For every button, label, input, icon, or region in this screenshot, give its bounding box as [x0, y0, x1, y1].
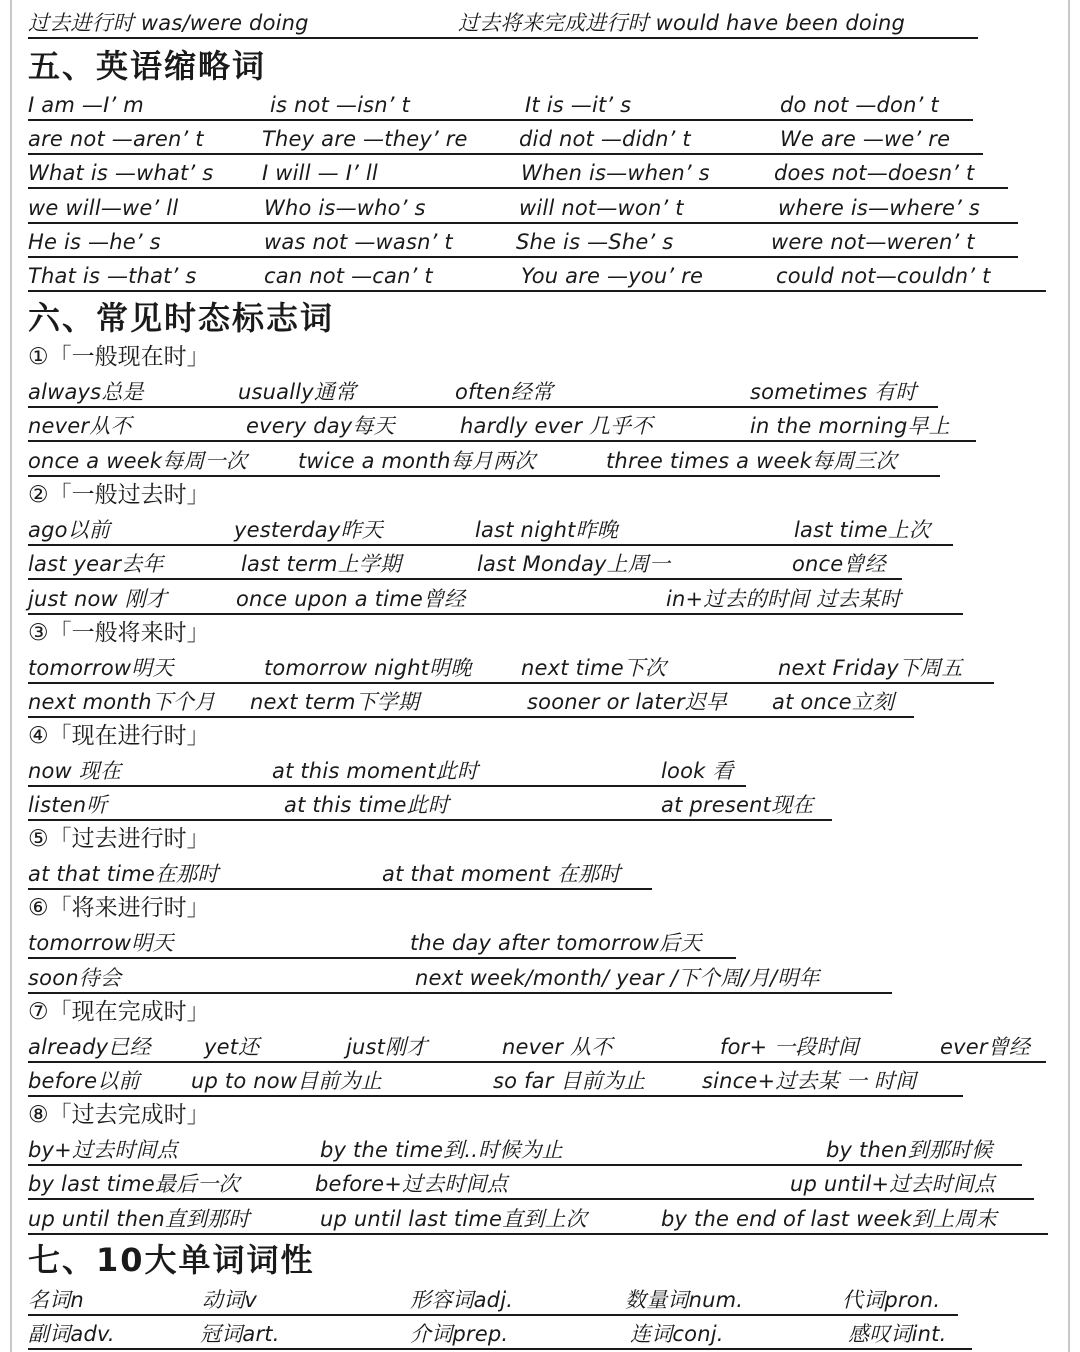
signal-word: up until last time直到上次	[320, 1207, 587, 1231]
signal-word: usually通常	[238, 380, 357, 404]
contraction-entry: I will — I’ ll	[262, 161, 378, 185]
signal-word-row	[28, 512, 953, 546]
signal-word-row	[28, 787, 832, 821]
page-left-border	[10, 0, 12, 1352]
underline	[28, 1198, 1034, 1200]
contraction-row	[28, 155, 1008, 189]
underline	[28, 475, 940, 477]
signal-word: since+过去某 一 时间	[702, 1069, 917, 1093]
section-6-title: 六、常见时态标志词	[28, 299, 335, 337]
signal-word: at that time在那时	[28, 862, 219, 886]
contraction-row	[28, 87, 973, 121]
tense-label: ②「一般过去时」	[28, 482, 210, 508]
signal-word-row	[28, 1029, 1046, 1063]
signal-word: at that moment 在那时	[382, 862, 621, 886]
signal-word: never 从不	[502, 1035, 613, 1059]
tense-label: ⑤「过去进行时」	[28, 826, 210, 852]
contraction-row	[28, 224, 1018, 258]
signal-word: ever曾经	[940, 1035, 1031, 1059]
signal-word: three times a week每周三次	[606, 449, 897, 473]
underline	[28, 290, 1046, 292]
underline	[28, 440, 976, 442]
signal-word-row	[28, 443, 940, 477]
signal-word-row	[28, 374, 938, 408]
signal-word: at present现在	[661, 793, 814, 817]
contraction-entry: could not—couldn’ t	[776, 264, 991, 288]
signal-word-row	[28, 753, 746, 787]
contraction-entry: You are —you’ re	[521, 264, 704, 288]
part-of-speech: 代词pron.	[842, 1288, 941, 1312]
signal-word: in the morning早上	[750, 414, 950, 438]
underline	[28, 187, 1008, 189]
signal-word: at this moment此时	[272, 759, 479, 783]
signal-word: hardly ever 几乎不	[460, 414, 653, 438]
contraction-entry: What is —what’ s	[28, 161, 214, 185]
part-of-speech: 副词adv.	[28, 1322, 115, 1346]
signal-word: already已经	[28, 1035, 151, 1059]
contraction-entry: do not —don’ t	[780, 93, 939, 117]
tense-label: ⑦「现在完成时」	[28, 999, 210, 1025]
tense-label: ①「一般现在时」	[28, 344, 210, 370]
signal-word: in+过去的时间 过去某时	[666, 587, 902, 611]
signal-word: always总是	[28, 380, 144, 404]
signal-word: next month下个月	[28, 690, 216, 714]
signal-word: tomorrow明天	[28, 931, 174, 955]
part-of-speech-row	[28, 1282, 958, 1316]
contraction-entry: is not —isn’ t	[270, 93, 410, 117]
contraction-entry: does not—doesn’ t	[774, 161, 975, 185]
signal-word: now 现在	[28, 759, 122, 783]
signal-word-row	[28, 546, 902, 580]
underline	[28, 716, 914, 718]
contraction-row	[28, 190, 1018, 224]
signal-word: before以前	[28, 1069, 140, 1093]
signal-word-row	[28, 684, 914, 718]
part-of-speech: 名词n	[28, 1288, 84, 1312]
signal-word: for+ 一段时间	[720, 1035, 859, 1059]
signal-word: ago以前	[28, 518, 111, 542]
signal-word: yesterday昨天	[234, 518, 383, 542]
signal-word: once a week每周一次	[28, 449, 248, 473]
signal-word-row	[28, 650, 994, 684]
contraction-entry: He is —he’ s	[28, 230, 161, 254]
signal-word: by+过去时间点	[28, 1138, 178, 1162]
underline	[28, 992, 892, 994]
note-entry: 过去进行时 was/were doing	[28, 11, 309, 35]
signal-word: every day每天	[246, 414, 395, 438]
signal-word: just now 刚才	[28, 587, 168, 611]
signal-word: soon待会	[28, 966, 122, 990]
part-of-speech: 连词conj.	[630, 1322, 724, 1346]
signal-word-row	[28, 408, 976, 442]
signal-word: yet还	[204, 1035, 260, 1059]
contraction-entry: can not —can’ t	[264, 264, 433, 288]
part-of-speech: 介词prep.	[410, 1322, 509, 1346]
part-of-speech: 数量词num.	[625, 1288, 744, 1312]
signal-word: by last time最后一次	[28, 1172, 240, 1196]
signal-word: tomorrow明天	[28, 656, 174, 680]
signal-word: before+过去时间点	[315, 1172, 509, 1196]
signal-word: sooner or later迟早	[527, 690, 728, 714]
signal-word: last term上学期	[241, 552, 402, 576]
signal-word: next term下学期	[250, 690, 420, 714]
section-5-title: 五、英语缩略词	[28, 47, 267, 85]
part-of-speech: 形容词adj.	[410, 1288, 514, 1312]
part-of-speech: 感叹词int.	[848, 1322, 947, 1346]
contraction-entry: Who is—who’ s	[264, 196, 426, 220]
signal-word: by the end of last week到上周末	[661, 1207, 997, 1231]
contraction-entry: We are —we’ re	[780, 127, 951, 151]
signal-word-row	[28, 1201, 1048, 1235]
signal-word-row	[28, 856, 652, 890]
signal-word-row	[28, 1132, 1022, 1166]
contraction-entry: did not —didn’ t	[519, 127, 691, 151]
signal-word: next Friday下周五	[778, 656, 963, 680]
section-7-title: 七、10大单词词性	[28, 1241, 315, 1279]
signal-word: last year去年	[28, 552, 164, 576]
signal-word: up to now目前为止	[191, 1069, 383, 1093]
signal-word: at this time此时	[284, 793, 450, 817]
signal-word: look 看	[661, 759, 734, 783]
underline	[28, 37, 978, 39]
tense-label: ③「一般将来时」	[28, 620, 210, 646]
tense-label: ④「现在进行时」	[28, 723, 210, 749]
signal-word: once upon a time曾经	[236, 587, 466, 611]
note-line	[28, 5, 978, 39]
contraction-entry: was not —wasn’ t	[264, 230, 453, 254]
signal-word: just刚才	[346, 1035, 428, 1059]
signal-word-row	[28, 925, 736, 959]
underline	[28, 578, 902, 580]
underline	[28, 613, 963, 615]
signal-word: last time上次	[794, 518, 931, 542]
signal-word: last Monday上周一	[477, 552, 671, 576]
signal-word: next time下次	[521, 656, 667, 680]
signal-word: by then到那时候	[826, 1138, 993, 1162]
tense-label: ⑧「过去完成时」	[28, 1102, 210, 1128]
signal-word: next week/month/ year /下个周/月/明年	[415, 966, 820, 990]
signal-word-row	[28, 581, 963, 615]
signal-word: up until then直到那时	[28, 1207, 250, 1231]
signal-word: up until+过去时间点	[790, 1172, 996, 1196]
part-of-speech-row	[28, 1316, 972, 1350]
signal-word: sometimes 有时	[750, 380, 917, 404]
signal-word: once曾经	[792, 552, 886, 576]
tense-label: ⑥「将来进行时」	[28, 895, 210, 921]
underline	[28, 888, 652, 890]
underline	[28, 819, 832, 821]
contraction-entry: That is —that’ s	[28, 264, 197, 288]
contraction-entry: When is—when’ s	[521, 161, 710, 185]
underline	[28, 1348, 972, 1350]
signal-word-row	[28, 960, 892, 994]
signal-word: at once立刻	[772, 690, 895, 714]
contraction-entry: It is —it’ s	[525, 93, 632, 117]
contraction-entry: I am —I’ m	[28, 93, 144, 117]
signal-word-row	[28, 1166, 1034, 1200]
underline	[28, 1095, 963, 1097]
contraction-entry: are not —aren’ t	[28, 127, 204, 151]
contraction-row	[28, 258, 1046, 292]
signal-word: listen听	[28, 793, 108, 817]
signal-word: the day after tomorrow后天	[410, 931, 702, 955]
signal-word: so far 目前为止	[493, 1069, 646, 1093]
signal-word: often经常	[455, 380, 554, 404]
part-of-speech: 动词v	[202, 1288, 258, 1312]
contraction-entry: will not—won’ t	[519, 196, 684, 220]
signal-word: never从不	[28, 414, 132, 438]
contraction-entry: were not—weren’ t	[771, 230, 975, 254]
underline	[28, 1233, 1048, 1235]
underline	[28, 957, 736, 959]
signal-word: last night昨晚	[475, 518, 618, 542]
contraction-entry: They are —they’ re	[262, 127, 468, 151]
contraction-entry: She is —She’ s	[516, 230, 674, 254]
contraction-row	[28, 121, 983, 155]
page-right-border	[1068, 0, 1070, 1352]
signal-word-row	[28, 1063, 963, 1097]
contraction-entry: we will—we’ ll	[28, 196, 179, 220]
signal-word: tomorrow night明晚	[264, 656, 472, 680]
signal-word: by the time到..时候为止	[320, 1138, 563, 1162]
signal-word: twice a month每月两次	[298, 449, 536, 473]
contraction-entry: where is—where’ s	[778, 196, 981, 220]
part-of-speech: 冠词art.	[200, 1322, 280, 1346]
note-entry: 过去将来完成进行时 would have been doing	[458, 11, 906, 35]
